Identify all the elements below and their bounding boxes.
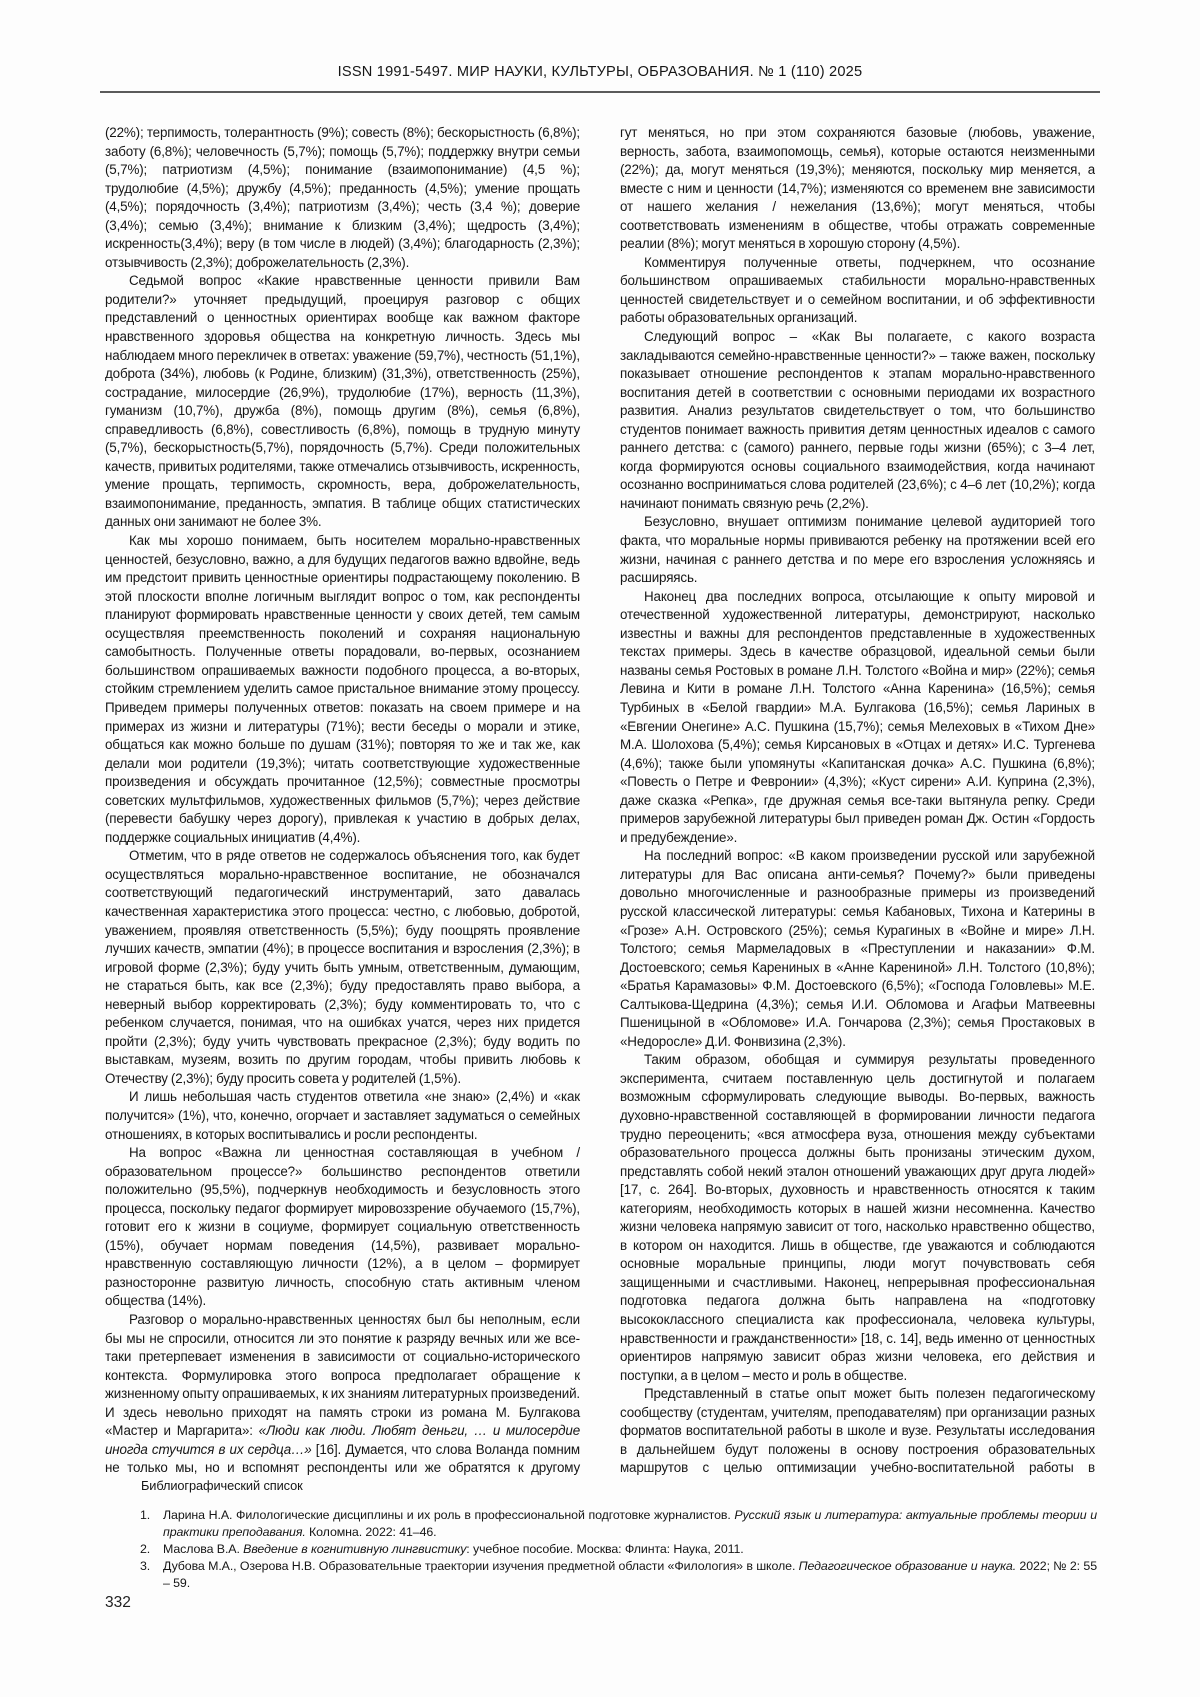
bibliography-heading: Библиографический список xyxy=(141,1478,303,1493)
reference-text: 2022; № 2: 55 – 59. xyxy=(163,1558,1097,1590)
inline-literary-quote: «Люди как люди. Любят деньги, … и милосердие иногда стучится в их сердца…» xyxy=(105,1423,581,1457)
paragraph: (22%); терпимость, толерантность (9%); совесть (8%); бескорыстность (6,8%); заботу (6,8%); человечность (5,7%); помощь (5,7%); поддержку внутри семьи (5,7%); патриотизм (4,5%); понимание (взаимопонимание) (4,5 %); трудолюбие (4,5%); дружбу (4,5%); преданность (4,5%); умение прощать (4,5%); порядочность (3,4%); патриотизм (3,4%); честь (3,4 %); доверие (3,4%); семью (3,4%); внимание к близким (3,4%); щедрость (3,4%); искренность(3,4%); веру (в том числе в людей) (3,4%); благодарность (2,3%); отзывчивость (2,3%); доброжелательность (2,3%). xyxy=(105,125,580,270)
paragraph: И лишь небольшая часть студентов ответила «не знаю» (2,4%) и «как получится» (1%), что, конечно, огорчает и заставляет задуматься о семейных отношениях, в которых воспитывались и росли респонденты. xyxy=(105,1089,580,1142)
item-number: 3. xyxy=(140,1558,151,1573)
paragraph: Безусловно, внушает оптимизм понимание целевой аудиторией того факта, что моральные нормы прививаются ребенку на протяжении всей его жизни, начиная с раннего детства и по мере его взросления усложняясь и расширяясь. xyxy=(620,514,1095,586)
journal-title: ISSN 1991-5497. МИР НАУКИ, КУЛЬТУРЫ, ОБРАЗОВАНИЯ. № 1 (110) 2025 xyxy=(337,64,863,80)
paragraph: Наконец два последних вопроса, отсылающие к опыту мировой и отечественной художественной литературы, демонстрируют, насколько известны и важны для респондентов представленные в художественных текстах примеры. Здесь в качестве образцовой, идеальной семьи были названы семья Ростовых в романе Л.Н. Толстого «Война и мир» (22%); семья Левина и Кити в романе Л.Н. Толстого «Анна Каренина» (16,5%); семья Турбиных в «Белой гвардии» М.А. Булгакова (16,5%); семья Лариных в «Евгении Онегине» А.С. Пушкина (15,7%); семья Мелеховых в «Тихом Дне» М.А. Шолохова (5,4%); семья Кирсановых в «Отцах и детях» И.С. Тургенева (4,6%); также были упомянуты «Капитанская дочка» А.С. Пушкина (6,8%); «Повесть о Петре и Февронии» (4,3%); «Куст сирени» А.И. Куприна (2,3%), даже сказка «Репка», где дружная семья все-таки вытянула репку. Среди примеров зарубежной литературы был приведен роман Дж. Остин «Гордость и предубеждение». xyxy=(620,588,1095,845)
article-body xyxy=(105,124,1095,1476)
paragraph: Отметим, что в ряде ответов не содержалось объяснения того, как будет осуществляться морально-нравственное воспитание, не обозначался соответствующий педагогический инструментарий, зато давалась качественная характеристика этого процесса: честно, с любовью, добротой, уважением, проявляя ответственность (5,5%); буду поощрять проявление лучших качеств, эмпатии (4%); в процессе воспитания и взросления (2,3%); в игровой форме (2,3%); буду учить быть умным, ответственным, думающим, не стараться быть, как все (2,3%); буду предоставлять право выбора, а неверный выбор корректировать (2,3%); буду комментировать то, что с ребенком случается, понимая, что на ошибках учатся, через них придется пройти (2,3%); буду учить чувствовать прекрасное (2,3%); буду водить по выставкам, музеям, возить по другим городам, чтобы привить любовь к Отечеству (2,3%); буду просить совета у родителей (1,5%). xyxy=(105,848,580,1086)
paragraph: Седьмой вопрос «Какие нравственные ценности привили Вам родители?» уточняет предыдущий, проецируя разговор с общих представлений о ценностных ориентирах вообще как важном факторе нравственного здоровья общества на конкретную личность. Здесь мы наблюдаем много перекличек в ответах: уважение (59,7%), честность (51,1%), доброта (34%), любовь (к Родине, близким) (31,3%), ответственность (25%), сострадание, милосердие (26,9%), трудолюбие (17%), верность (11,3%), гуманизм (10,7%), дружба (8%), помощь другим (8%), семья (6,8%), справедливость (6,8%), совестливость (6,8%), помощь в трудную минуту (5,7%), бескорыстность(5,7%), порядочность (5,7%). Среди положительных качеств, привитых родителями, также отмечались отзывчивость, искренность, умение прощать, терпимость, скромность, вера, доброжелательность, взаимопонимание, преданность, эмпатия. В таблице общих статистических данных они занимают не более 3%. xyxy=(105,273,580,530)
item-number: 1. xyxy=(140,1507,151,1522)
right-column xyxy=(620,124,1095,1476)
paragraph: гут меняться, но при этом сохраняются базовые (любовь, уважение, верность, забота, взаимопомощь, семья), которые остаются неизменными (22%); да, могут меняться (19,3%); меняются, поскольку мир меняется, а вместе с ним и ценности (14,7%); изменяются со временем вне зависимости от нашего желания / нежелания (13,6%); могут меняться, чтобы соответствовать изменениям в обществе, чтобы отражать современные реалии (8%); могут меняться в хорошую сторону (4,5%). xyxy=(620,125,1095,252)
item-text xyxy=(163,1541,1097,1558)
reference-text: Ларина Н.А. Филологические дисциплины и их роль в профессиональной подготовке журналистов. xyxy=(163,1507,735,1522)
reference-text: Дубова М.А., Озерова Н.В. Образовательные траектории изучения предметной области «Филология» в школе. xyxy=(163,1558,799,1573)
reference-source-italic: Введение в когнитивную лингвистику xyxy=(243,1541,467,1556)
reference-source-italic: Педагогическое образование и наука. xyxy=(798,1558,1017,1573)
left-column xyxy=(105,124,580,1476)
item-text xyxy=(163,1507,1097,1541)
paragraph: Следующий вопрос – «Как Вы полагаете, с какого возраста закладываются семейно-нравственные ценности?» – также важен, поскольку показывает отношение респондентов к этапам морально-нравственного воспитания детей в соответствии с основными периодами их возрастного развития. Анализ результатов свидетельствует о том, что большинство студентов понимает важность привития детям ценностных идеалов с самого раннего детства: с (самого) раннего, первые годы жизни (65%); с 3–4 лет, когда формируются основы социального взаимодействия, когда начинают осознанно восприниматься слова родителей (23,6%); с 4–6 лет (10,2%); когда начинают понимать связную речь (2,2%). xyxy=(620,329,1095,511)
bibliography-item xyxy=(105,1558,1097,1592)
paragraph xyxy=(105,1311,580,1476)
paragraph: На вопрос «Важна ли ценностная составляющая в учебном / образовательном процессе?» большинство респондентов ответили положительно (95,5%), подчеркнув необходимость и безусловность этого процесса, поскольку педагог формирует мировоззрение обучаемого (15,7%), готовит его к жизни в социуме, формирует социальную ответственность (15%), обучает нормам поведения (14,5%), развивает морально-нравственную составляющую личности (12%), а в целом – формирует разносторонне развитую личность, способную стать активным членом общества (14%). xyxy=(105,1145,580,1309)
bibliography xyxy=(105,1478,1097,1591)
page-number: 332 xyxy=(105,1594,131,1611)
paragraph-text: [16]. Думается, что слова Воланда помним не только мы, но и вспомнят респонденты или же обратятся к другому xyxy=(105,1441,580,1476)
paragraph: Комментируя полученные ответы, подчеркнем, что осознание большинством опрашиваемых стабильности морально-нравственных ценностей свидетельствует и о семейном воспитании, и об эффективности работы образовательных организаций. xyxy=(620,254,1095,326)
item-text xyxy=(163,1558,1097,1592)
bibliography-item xyxy=(105,1507,1097,1541)
item-number: 2. xyxy=(140,1541,151,1556)
paragraph: На последний вопрос: «В каком произведении русской или зарубежной литературы для Вас описана анти-семья? Почему?» были приведены довольно многочисленные и разнообразные примеры из произведений русской классической литературы: семья Кабановых, Тихона и Катерины в «Грозе» А.Н. Островского (25%); семья Курагиных в «Войне и мире» Л.Н. Толстого; семья Мармеладовых в «Преступлении и наказании» Ф.М. Достоевского; семья Карениных в «Анне Карениной» Л.Н. Толстого (10,8%); «Братья Карамазовы» Ф.М. Достоевского (6,5%); «Господа Головлевы» М.Е. Салтыкова-Щедрина (4,3%); семья И.И. Обломова и Агафьи Матвеевны Пшеницыной в «Обломове» И.А. Гончарова (2,3%); семья Простаковых в «Недоросле» Д.И. Фонвизина (2,3%). xyxy=(620,848,1095,1049)
paragraph: Таким образом, обобщая и суммируя результаты проведенного эксперимента, считаем поставленную цель достигнутой и полагаем возможным сформулировать следующие выводы. Во-первых, важность духовно-нравственной составляющей в формировании личности педагога трудно переоценить; «вся атмосфера вуза, отношения между субъектами образовательного процесса должны быть пронизаны этическим духом, представлять собой некий эталон отношений уважающих друг друга людей» [17, с. 264]. Во-вторых, духовность и нравственность относятся к таким категориям, необходимость которых в нашей жизни несомненна. Качество жизни человека напрямую зависит от того, насколько нравственно общество, в котором он находится. Лишь в обществе, где уважаются и соблюдаются основные моральные принципы, люди могут почувствовать себя защищенными и счастливыми. Наконец, непрерывная профессиональная подготовка педагога должна быть направлена на «подготовку высококлассного специалиста как профессионала, человека культуры, нравственности и гражданственности» [18, с. 14], ведь именно от ценностных ориентиров напрямую зависит образ жизни человека, его действия и поступки, а в целом – место и роль в обществе. xyxy=(620,1052,1095,1383)
paragraph-text: Разговор о морально-нравственных ценностях был бы неполным, если бы мы не спросили, относится ли это понятие к разряду вечных или же все-таки претерпевает изменения в зависимости от социально-исторического контекста. Формулировка этого вопроса предполагает обращение к жизненному опыту опрашиваемых, к их знаниям литературных произведений. И здесь невольно приходят на память строки из романа М. Булгакова «Мастер и Маргарита»: xyxy=(105,1312,580,1439)
reference-text: : учебное пособие. Москва: Флинта: Наука, 2011. xyxy=(466,1541,744,1556)
reference-source-italic: Русский язык и литература: актуальные проблемы теории и практики преподавания. xyxy=(163,1507,1097,1539)
page-header xyxy=(100,64,1100,93)
bibliography-item xyxy=(105,1541,1097,1558)
paragraph: Представленный в статье опыт может быть полезен педагогическому сообществу (студентам, учителям, преподавателям) при организации разных форматов воспитательной работы в школе и вузе. Результаты исследования в дальнейшем будут положены в основу построения образовательных маршрутов с целью оптимизации учебно-воспитательной работы в xyxy=(620,1386,1095,1476)
reference-text: Маслова В.А. xyxy=(163,1541,244,1556)
paragraph: Как мы хорошо понимаем, быть носителем морально-нравственных ценностей, безусловно, важно, а для будущих педагогов важно вдвойне, ведь им предстоит привить ценностные ориентиры подрастающему поколению. В этой плоскости вполне логичным выглядит вопрос о том, как респонденты планируют формировать нравственные ценности у своих детей, тем самым осуществляя преемственность поколений и сохраняя национальную самобытность. Полученные ответы порадовали, во-первых, осознанием большинством опрашиваемых важности подобного процесса, а во-вторых, стойким стремлением уделить самое пристальное внимание этому процессу. Приведем примеры полученных ответов: показать на своем примере и на примерах из жизни и литературы (71%); вести беседы о морали и этике, общаться как можно больше по душам (31%); повторяя то же и так же, как делали мои родители (19,3%); читать соответствующие художественные произведения и обсуждать прочитанное (12,5%); совместные просмотры советских мультфильмов, художественных фильмов (5,7%); через действие (перевести бабушку через дорогу), привлекая к участию в добрых делах, поддержке социальных инициатив (4,4%). xyxy=(105,533,580,845)
reference-text: Коломна. 2022: 41–46. xyxy=(305,1524,437,1539)
